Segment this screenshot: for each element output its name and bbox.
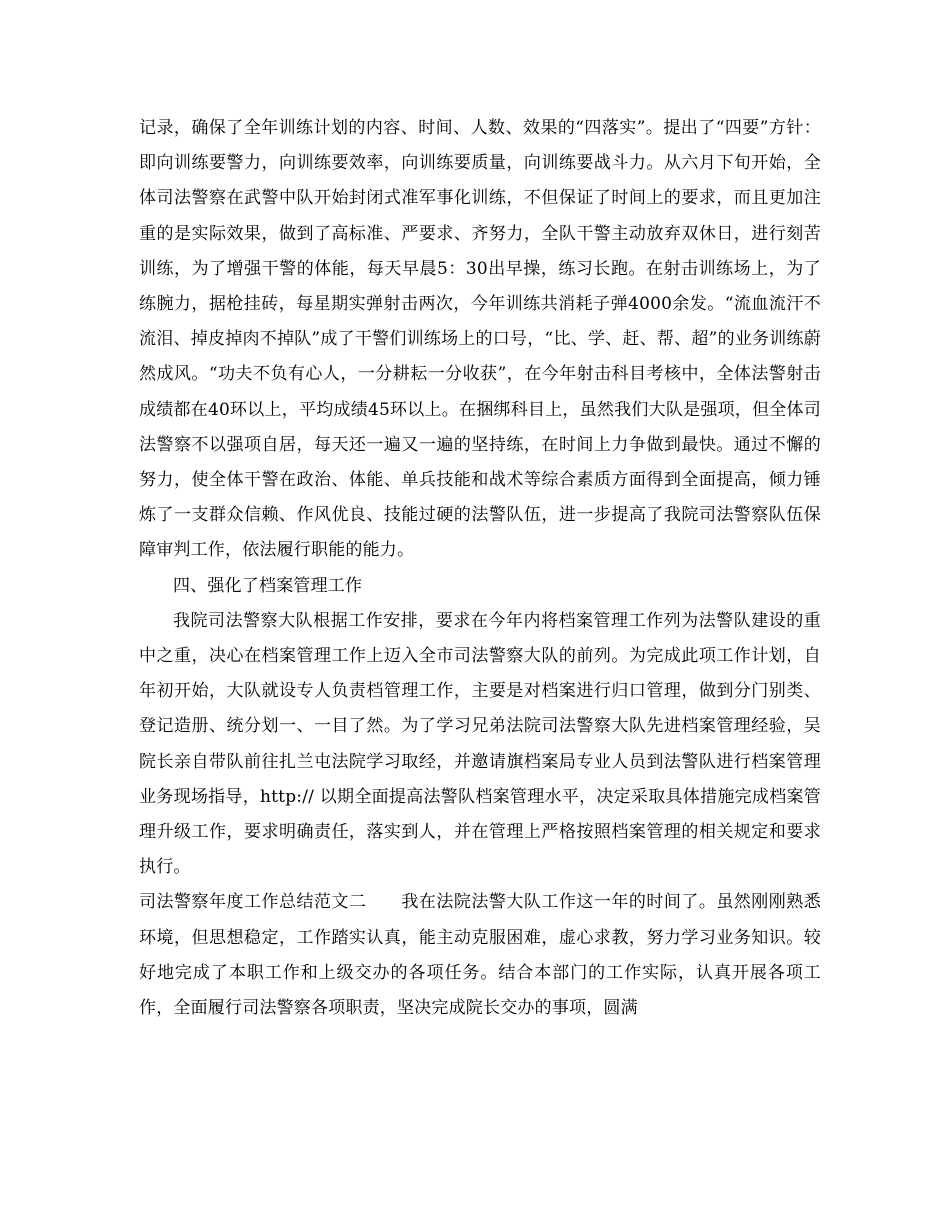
paragraph-archive-management: 我院司法警察大队根据工作安排，要求在今年内将档案管理工作列为法警队建设的重中之重，决心在档案管理工作上迈入全市司法警察大队的前列。为完成此项工作计划，自年初开始，大队就设专人负责档管理工作，主要是对档案进行归口管理，做到分门别类、登记造册、统分划一、一目了然。为了学习兄弟法院司法警察大队先进档案管理经验，吴院长亲自带队前往扎兰屯法院学习取经，并邀请旗档案局专业人员到法警队进行档案管理业务现场指导，http:// 以期全面提高法警队档案管理水平，决定采取具体措施完成档案管理升级工作，要求明确责任，落实到人，并在管理上严格按照档案管理的相关规定和要求执行。 (139, 610, 821, 878)
section-heading-archive-management: 四、强化了档案管理工作 (173, 575, 363, 596)
paragraph-training-summary: 记录，确保了全年训练计划的内容、时间、人数、效果的“四落实”。提出了“四要”方针：即向训练要警力，向训练要效率，向训练要质量，向训练要战斗力。从六月下旬开始，全体司法警察在武警中队开始封闭式准军事化训练，不但保证了时间上的要求，而且更加注重的是实际效果，做到了高标准、严要求、齐努力，全队干警主动放弃双休日，进行刻苦训练，为了增强干警的体能，每天早晨5：30出早操，练习长跑。在射击训练场上，为了练腕力，据枪挂砖，每星期实弹射击两次，今年训练共消耗子弹4000余发。“流血流汗不流泪、掉皮掉肉不掉队”成了干警们训练场上的口号，“比、学、赶、帮、超”的业务训练蔚然成风。“功夫不负有心人，一分耕耘一分收获”，在今年射击科目考核中，全体法警射击成绩都在40环以上，平均成绩45环以上。在捆绑科目上，虽然我们大队是强项，但全体司法警察不以强项自居，每天还一遍又一遍的坚持练，在时间上力争做到最快。通过不懈的努力，使全体干警在政治、体能、单兵技能和战术等综合素质方面得到全面提高，倾力锤炼了一支群众信赖、作风优良、技能过硬的法警队伍，进一步提高了我院司法警察队伍保障审判工作，依法履行职能的能力。 (139, 118, 821, 561)
document-body (139, 111, 821, 1026)
paragraph-sample-two-intro: 司法警察年度工作总结范文二 我在法院法警大队工作这一年的时间了。虽然刚刚熟悉环境，但思想稳定，工作踏实认真，能主动克服困难，虚心求教，努力学习业务知识。较好地完成了本职工作和上级交办的各项任务。结合本部门的工作实际，认真开展各项工作，全面履行司法警察各项职责，坚决完成院长交办的事项，圆满 (139, 892, 821, 1019)
